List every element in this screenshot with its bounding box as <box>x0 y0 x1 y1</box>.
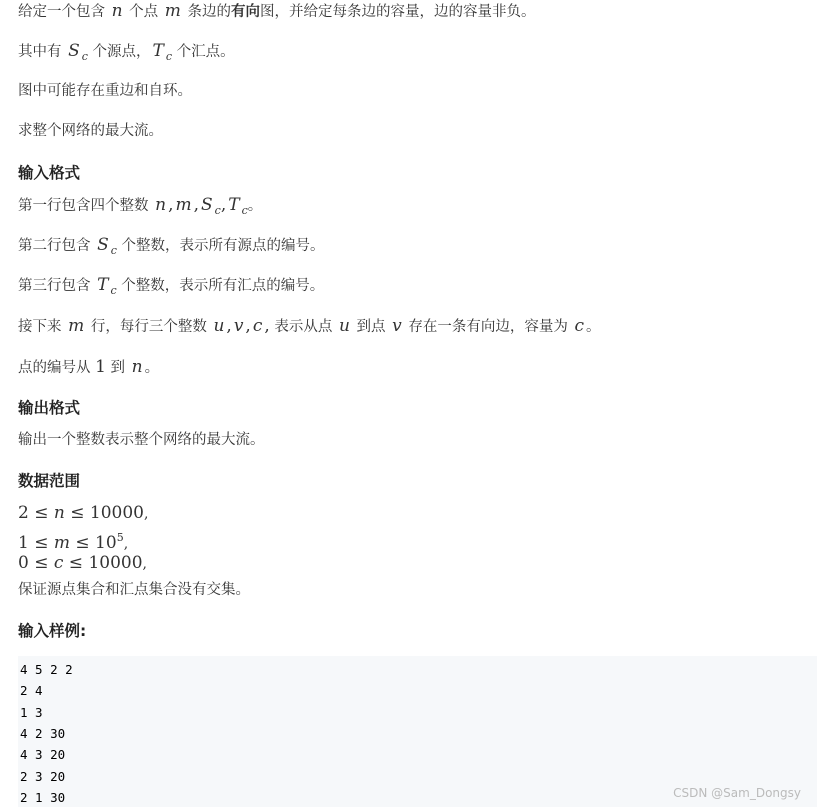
comma: , <box>220 195 227 215</box>
math-sub: c <box>165 50 173 63</box>
comma: , <box>168 195 174 215</box>
comma: , <box>264 316 270 336</box>
math-n: n <box>111 1 123 21</box>
comma: , <box>245 316 251 336</box>
math-text: ≤ 10000 <box>63 553 143 573</box>
text: 个整数，表示所有汇点的编号。 <box>116 278 325 294</box>
math-text: 1 ≤ <box>18 533 54 553</box>
code-line: 4 5 2 2 <box>20 662 73 677</box>
math-v: v <box>233 316 244 336</box>
disjoint-guarantee: 保证源点集合和汇点集合没有交集。 <box>18 582 250 598</box>
text: 个源点， <box>87 44 151 60</box>
code-line: 1 3 <box>20 705 43 720</box>
text: 。 <box>586 319 601 335</box>
code-line: 4 3 20 <box>20 747 66 762</box>
bold-text: 有向 <box>231 4 261 20</box>
text: 第二行包含 <box>18 238 96 254</box>
text: 给定一个包含 <box>18 4 110 20</box>
math-one: 1 <box>95 357 106 377</box>
math-n: n <box>131 357 143 377</box>
text: 。 <box>144 360 160 376</box>
text: 存在一条有向边，容量为 <box>403 319 573 335</box>
math-text: 2 ≤ <box>18 503 54 523</box>
math-c: c <box>53 553 64 573</box>
math-S: S <box>201 195 213 215</box>
vertex-numbering-line <box>18 356 159 379</box>
math-sub: c <box>241 204 248 217</box>
text: 其中有 <box>18 44 67 60</box>
problem-description <box>18 0 536 23</box>
math-S: S <box>97 235 109 255</box>
math-m: m <box>68 316 85 336</box>
text: 表示从点 <box>269 319 337 335</box>
comma: , <box>123 536 129 552</box>
code-line: 2 3 20 <box>20 769 66 784</box>
math-m: m <box>53 533 70 553</box>
math-text: ≤ 10000 <box>64 503 144 523</box>
math-T: T <box>152 41 164 61</box>
multi-edge-note: 图中可能存在重边和自环。 <box>18 83 192 99</box>
text: 第三行包含 <box>18 278 96 294</box>
watermark: CSDN @Sam_Dongsy <box>673 786 801 800</box>
input-line-3 <box>18 274 324 302</box>
math-T: T <box>228 195 240 215</box>
math-sub: c <box>110 284 117 297</box>
math-n: n <box>53 503 65 523</box>
task-line: 求整个网络的最大流。 <box>18 123 163 139</box>
math-u: u <box>338 316 350 336</box>
text: 个汇点。 <box>172 44 235 60</box>
sample-input-code-block <box>18 656 817 807</box>
text: 图，并给定每条边的容量，边的容量非负。 <box>260 4 536 20</box>
math-sub: c <box>81 50 88 63</box>
text: 。 <box>247 198 263 214</box>
code-line: 2 4 <box>20 683 43 698</box>
text: 到点 <box>351 319 391 335</box>
comma: , <box>142 556 147 572</box>
text: 第一行包含四个整数 <box>18 198 154 214</box>
input-edges-line <box>18 315 601 338</box>
range-n <box>18 502 148 525</box>
code-line: 2 1 30 <box>20 790 66 805</box>
text: 行，每行三个整数 <box>86 319 212 335</box>
math-c: c <box>252 316 263 336</box>
comma: , <box>226 316 232 336</box>
math-v: v <box>392 316 402 336</box>
text: 点的编号从 <box>18 360 96 376</box>
range-m <box>18 527 128 555</box>
math-sup: 5 <box>116 531 124 544</box>
math-T: T <box>97 275 109 295</box>
math-text: ≤ 10 <box>70 533 117 553</box>
input-line-2 <box>18 234 325 262</box>
code-line: 4 2 30 <box>20 726 66 741</box>
data-range-heading: 数据范围 <box>18 472 81 490</box>
input-format-heading: 输入格式 <box>18 164 81 182</box>
math-sub: c <box>110 244 117 257</box>
comma: , <box>143 506 149 522</box>
comma: , <box>193 195 199 215</box>
math-m: m <box>164 1 181 21</box>
math-m: m <box>175 195 192 215</box>
math-sub: c <box>214 204 221 217</box>
text: 个点 <box>124 4 163 20</box>
math-S: S <box>68 41 80 61</box>
text: 条边的 <box>182 4 232 20</box>
math-u: u <box>213 316 225 336</box>
input-sample-heading: 输入样例: <box>18 622 87 640</box>
output-format-heading: 输出格式 <box>18 399 81 417</box>
math-text: 0 ≤ <box>18 553 54 573</box>
input-line-1 <box>18 194 262 222</box>
text: 个整数，表示所有源点的编号。 <box>116 238 325 254</box>
range-c <box>18 552 147 575</box>
text: 接下来 <box>18 319 67 335</box>
math-c: c <box>574 316 585 336</box>
sources-sinks-line <box>18 40 235 68</box>
output-line: 输出一个整数表示整个网络的最大流。 <box>18 432 265 448</box>
text: 到 <box>105 360 130 376</box>
math-n: n <box>155 195 167 215</box>
